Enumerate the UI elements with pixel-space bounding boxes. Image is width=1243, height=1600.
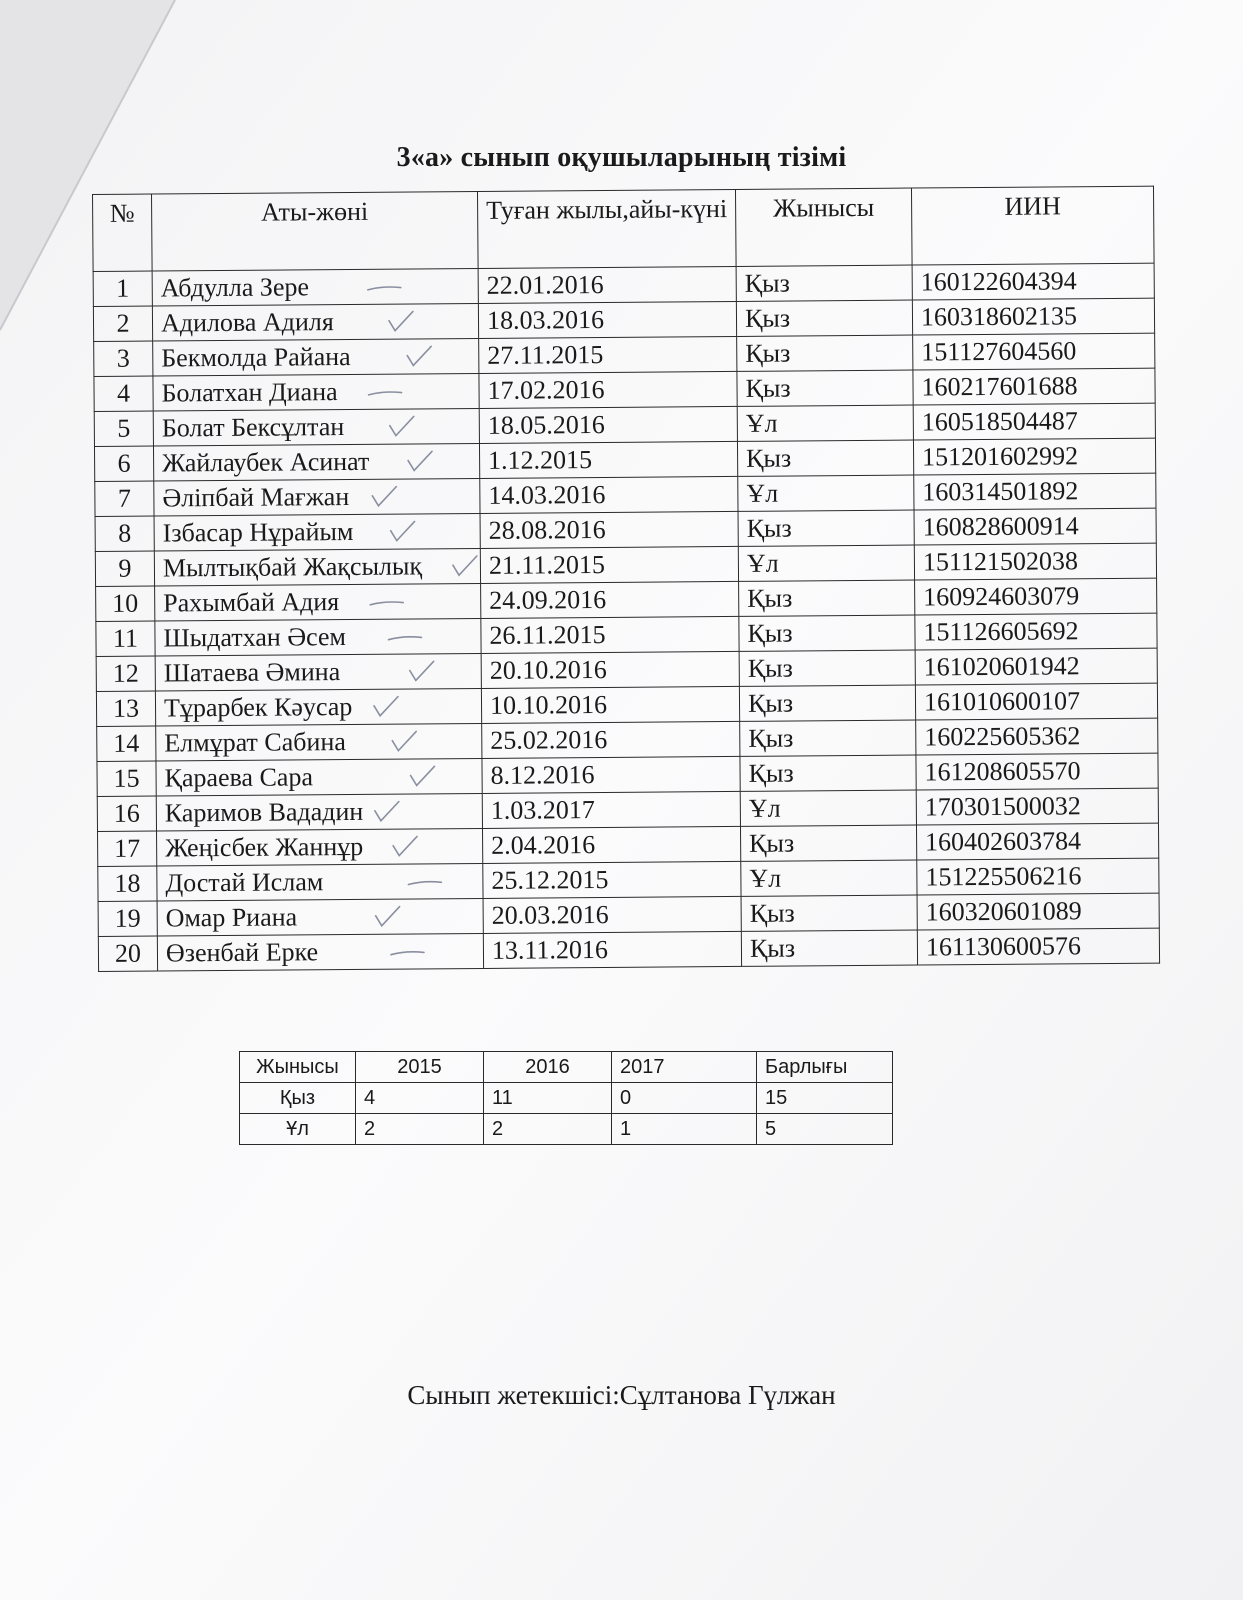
roster-cell-iin: 161208605570 (916, 753, 1158, 790)
summary-cell: 2 (484, 1114, 612, 1145)
roster-cell-iin: 160318602135 (912, 298, 1154, 335)
roster-cell-birth-date: 1.12.2015 (479, 441, 737, 478)
roster-cell-gender: Қыз (739, 685, 915, 721)
pencil-checkmark-icon (401, 343, 441, 369)
pencil-checkmark-icon (402, 448, 442, 474)
roster-cell-name (157, 863, 483, 901)
roster-cell-iin: 161130600576 (917, 928, 1159, 965)
roster-cell-name (155, 688, 481, 726)
roster-cell-name (157, 898, 483, 936)
header-gender: Жынысы (735, 188, 912, 266)
pencil-dash-icon (405, 868, 445, 894)
roster-cell-birth-date: 20.03.2016 (483, 896, 741, 933)
roster-cell-number: 4 (94, 376, 153, 411)
roster-cell-birth-date: 20.10.2016 (481, 651, 739, 688)
roster-cell-gender: Қыз (739, 580, 915, 616)
pencil-checkmark-icon (383, 308, 423, 334)
roster-cell-number: 3 (94, 341, 153, 376)
student-name: Абдулла Зере (160, 272, 310, 303)
roster-cell-name (154, 478, 480, 516)
student-name: Шатаева Әмина (163, 657, 341, 688)
roster-cell-number: 15 (97, 761, 156, 796)
roster-cell-iin: 161010600107 (915, 683, 1157, 720)
header-birth-date: Туған жылы,айы-күні (477, 189, 736, 268)
pencil-checkmark-icon (385, 518, 425, 544)
roster-cell-birth-date: 26.11.2015 (481, 616, 739, 653)
roster-cell-iin: 160314501892 (914, 473, 1156, 510)
summary-header-2017: 2017 (612, 1052, 757, 1083)
roster-cell-gender: Қыз (738, 510, 914, 546)
roster-cell-name (156, 723, 482, 761)
summary-cell: Ұл (240, 1114, 356, 1145)
student-name: Әліпбай Мағжан (162, 481, 350, 513)
pencil-checkmark-icon (366, 484, 406, 510)
roster-cell-name (157, 933, 483, 971)
student-name: Омар Риана (165, 902, 298, 933)
roster-cell-gender: Ұл (740, 790, 916, 826)
student-name: Жеңісбек Жаннұр (165, 831, 364, 863)
roster-cell-number: 11 (96, 621, 155, 656)
roster-cell-gender: Қыз (740, 720, 916, 756)
roster-cell-birth-date: 8.12.2016 (482, 756, 740, 793)
roster-cell-birth-date: 1.03.2017 (482, 791, 740, 828)
roster-cell-birth-date: 24.09.2016 (481, 581, 739, 618)
roster-body (93, 263, 1159, 971)
roster-cell-birth-date: 17.02.2016 (479, 371, 737, 408)
roster-cell-iin: 151127604560 (913, 333, 1155, 370)
pencil-dash-icon (388, 938, 428, 964)
student-name: Болат Бексұлтан (161, 412, 345, 443)
roster-cell-birth-date: 18.03.2016 (478, 301, 736, 338)
roster-cell-birth-date: 14.03.2016 (480, 476, 738, 513)
roster-cell-gender: Ұл (737, 405, 913, 441)
roster-cell-iin: 160122604394 (912, 263, 1154, 300)
roster-cell-gender: Қыз (740, 755, 916, 791)
roster-cell-name (153, 373, 479, 411)
roster-cell-gender: Қыз (737, 440, 913, 476)
roster-cell-number: 8 (95, 516, 154, 551)
header-iin: ИИН (911, 186, 1154, 265)
roster-cell-iin: 160518504487 (913, 403, 1155, 440)
roster-cell-number: 20 (98, 936, 157, 971)
roster-cell-iin: 160217601688 (913, 368, 1155, 405)
summary-header-2015: 2015 (356, 1052, 484, 1083)
student-name: Шыдатхан Әсем (163, 622, 347, 653)
roster-cell-birth-date: 2.04.2016 (482, 826, 740, 863)
roster-cell-iin: 160225605362 (916, 718, 1158, 755)
roster-cell-birth-date: 18.05.2016 (479, 406, 737, 443)
summary-row-girls (240, 1083, 893, 1114)
student-name: Ізбасар Нұрайым (162, 516, 354, 548)
student-name: Қараева Сара (164, 762, 314, 793)
roster-cell-iin: 151121502038 (914, 543, 1156, 580)
header-full-name: Аты-жөні (152, 191, 479, 271)
roster-cell-name (156, 793, 482, 831)
class-teacher-signature-line: Сынып жетекшісі:Сұлтанова Гүлжан (407, 1380, 836, 1410)
roster-cell-name (153, 443, 479, 481)
page-title: 3«а» сынып оқушыларының тізімі (396, 142, 847, 173)
summary-header-2016: 2016 (484, 1052, 612, 1083)
roster-cell-gender: Ұл (738, 475, 914, 511)
roster-cell-iin: 161020601942 (915, 648, 1157, 685)
roster-cell-name (156, 758, 482, 796)
roster-cell-iin: 160828600914 (914, 508, 1156, 545)
pencil-checkmark-icon (386, 728, 426, 754)
roster-cell-number: 10 (96, 586, 155, 621)
roster-cell-gender: Ұл (741, 860, 917, 896)
roster-cell-birth-date: 22.01.2016 (478, 266, 736, 303)
student-name: Достай Ислам (165, 867, 324, 898)
roster-cell-gender: Қыз (741, 895, 917, 931)
roster-cell-birth-date: 28.08.2016 (480, 511, 738, 548)
roster-cell-number: 5 (94, 411, 153, 446)
roster-cell-gender: Қыз (736, 300, 912, 336)
roster-cell-gender: Ұл (738, 545, 914, 581)
pencil-checkmark-icon (404, 658, 444, 684)
summary-header-total: Барлығы (757, 1052, 893, 1083)
summary-cell: 2 (356, 1114, 484, 1145)
student-name: Тұрарбек Кәусар (163, 691, 353, 723)
roster-cell-number: 6 (94, 446, 153, 481)
pencil-dash-icon (385, 623, 425, 649)
roster-cell-name (152, 268, 478, 306)
roster-cell-name (155, 583, 481, 621)
student-name: Жайлаубек Асинат (162, 446, 370, 478)
summary-cell: 5 (757, 1114, 893, 1145)
pencil-dash-icon (365, 274, 405, 300)
student-name: Өзенбай Ерке (165, 937, 319, 968)
roster-cell-birth-date: 13.11.2016 (483, 931, 741, 968)
roster-cell-number: 13 (96, 691, 155, 726)
roster-cell-name (153, 338, 479, 376)
roster-cell-birth-date: 10.10.2016 (481, 686, 739, 723)
roster-cell-name (157, 828, 483, 866)
roster-cell-number: 16 (97, 796, 156, 831)
roster-cell-birth-date: 21.11.2015 (480, 546, 738, 583)
student-roster-table (92, 186, 1160, 972)
summary-cell: Қыз (240, 1083, 356, 1114)
summary-cell: 15 (757, 1083, 893, 1114)
roster-header-row (93, 186, 1155, 271)
summary-cell: 11 (484, 1083, 612, 1114)
student-name: Болатхан Диана (161, 377, 338, 408)
roster-cell-name (155, 618, 481, 656)
summary-header-row (240, 1052, 893, 1083)
pencil-checkmark-icon (370, 904, 410, 930)
roster-cell-iin: 151126605692 (915, 613, 1157, 650)
roster-cell-number: 9 (95, 551, 154, 586)
pencil-checkmark-icon (387, 833, 427, 859)
roster-cell-name (154, 548, 480, 586)
pencil-checkmark-icon (384, 413, 424, 439)
pencil-checkmark-icon (368, 694, 408, 720)
header-number: № (93, 194, 153, 271)
roster-cell-birth-date: 27.11.2015 (479, 336, 737, 373)
pencil-dash-icon (365, 379, 405, 405)
summary-header-gender: Жынысы (240, 1052, 356, 1083)
roster-cell-birth-date: 25.12.2015 (483, 861, 741, 898)
summary-cell: 4 (356, 1083, 484, 1114)
gender-year-summary-table (239, 1051, 893, 1145)
roster-cell-iin: 160402603784 (916, 823, 1158, 860)
roster-cell-number: 1 (93, 271, 152, 306)
roster-cell-iin: 151225506216 (917, 858, 1159, 895)
roster-cell-name (154, 513, 480, 551)
roster-cell-iin: 170301500032 (916, 788, 1158, 825)
student-name: Елмұрат Сабина (164, 727, 346, 758)
pencil-checkmark-icon (447, 553, 481, 579)
roster-cell-number: 17 (98, 831, 157, 866)
roster-cell-number: 18 (98, 866, 157, 901)
student-name: Адилова Адиля (160, 307, 334, 338)
roster-cell-gender: Қыз (737, 335, 913, 371)
pencil-checkmark-icon (404, 763, 444, 789)
roster-cell-iin: 151201602992 (913, 438, 1155, 475)
roster-cell-number: 19 (98, 901, 157, 936)
summary-cell: 1 (612, 1114, 757, 1145)
roster-cell-gender: Қыз (736, 265, 912, 301)
roster-cell-gender: Қыз (739, 650, 915, 686)
roster-cell-iin: 160320601089 (917, 893, 1159, 930)
pencil-dash-icon (367, 589, 407, 615)
summary-cell: 0 (612, 1083, 757, 1114)
roster-cell-number: 12 (96, 656, 155, 691)
roster-cell-name (153, 408, 479, 446)
roster-cell-number: 2 (93, 306, 152, 341)
student-name: Бекмолда Райана (161, 341, 351, 373)
roster-cell-gender: Қыз (740, 825, 916, 861)
roster-cell-gender: Қыз (737, 370, 913, 406)
student-name: Мылтықбай Жақсылық (162, 551, 423, 583)
roster-cell-birth-date: 25.02.2016 (482, 721, 740, 758)
roster-cell-gender: Қыз (741, 930, 917, 966)
student-name: Каримов Вададин (164, 796, 364, 828)
roster-cell-name (155, 653, 481, 691)
pencil-checkmark-icon (369, 799, 409, 825)
roster-cell-number: 14 (97, 726, 156, 761)
roster-cell-iin: 160924603079 (915, 578, 1157, 615)
student-name: Рахымбай Адия (163, 587, 340, 618)
roster-cell-gender: Қыз (739, 615, 915, 651)
roster-cell-number: 7 (95, 481, 154, 516)
summary-row-boys (240, 1114, 893, 1145)
roster-cell-name (152, 303, 478, 341)
